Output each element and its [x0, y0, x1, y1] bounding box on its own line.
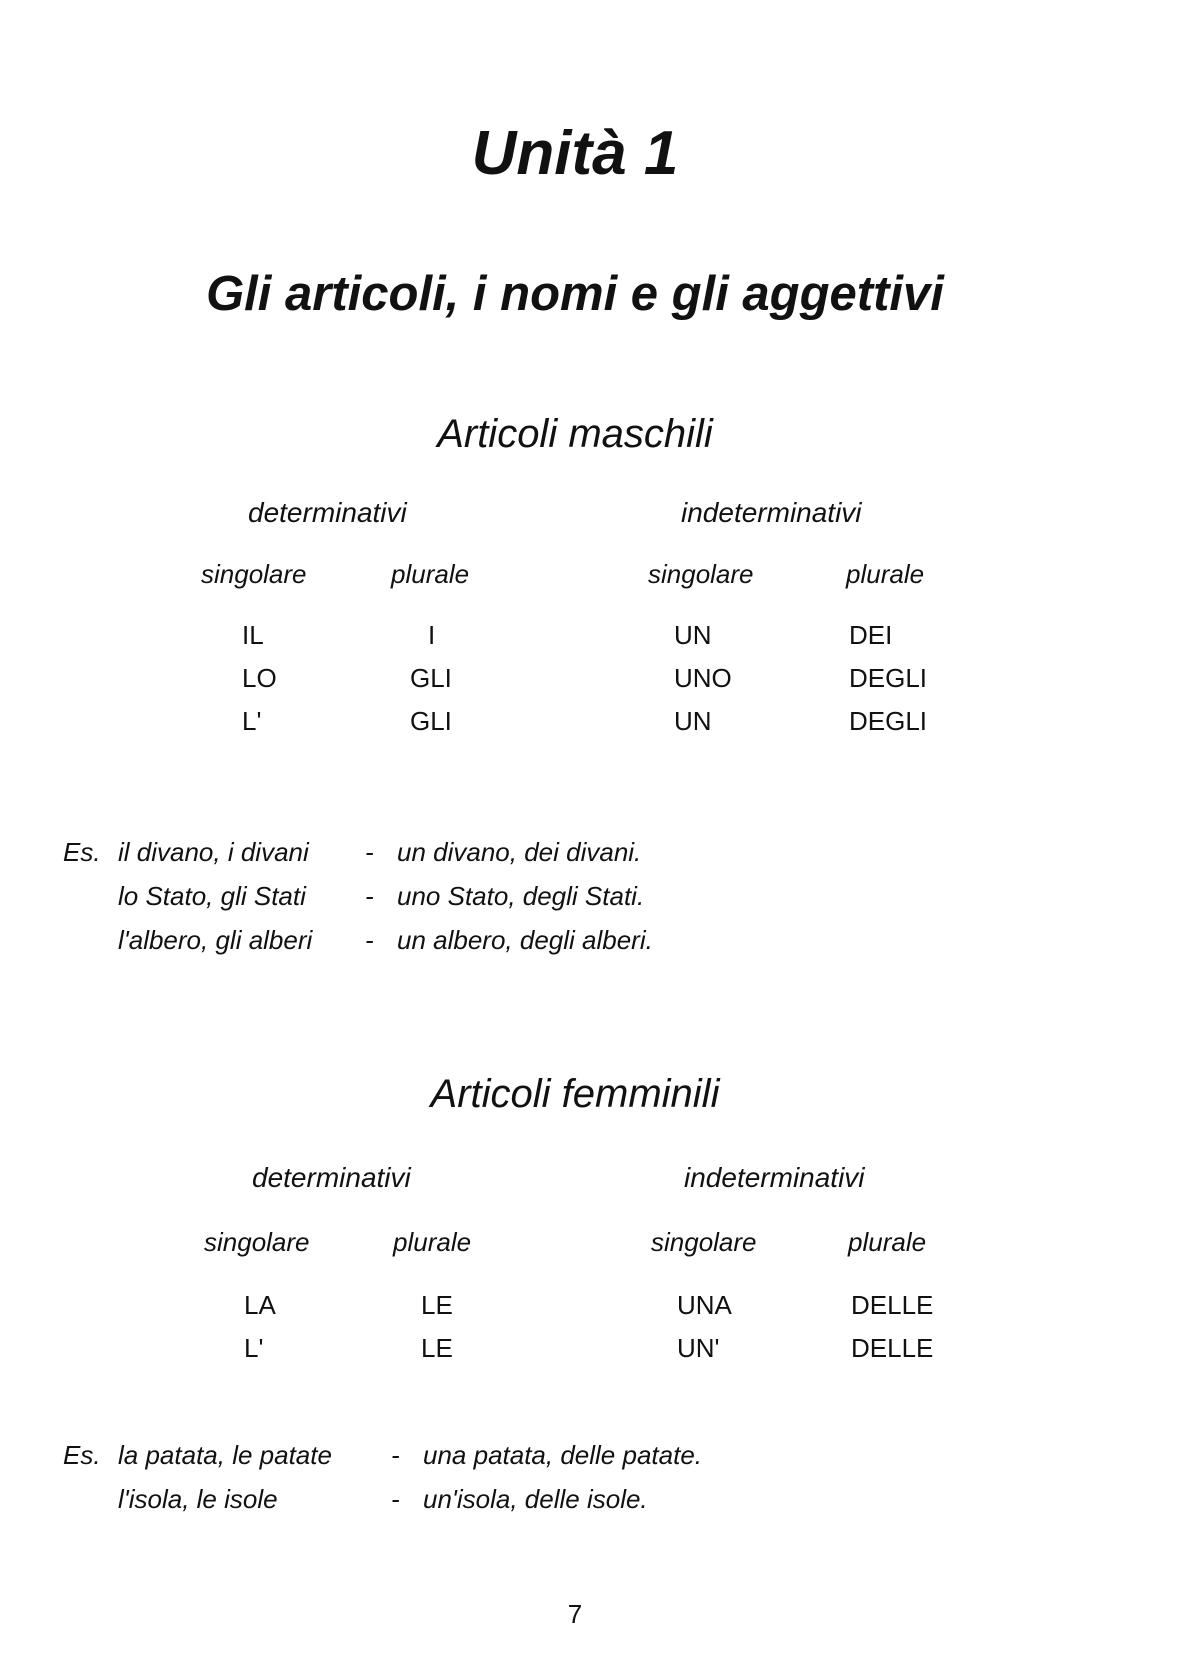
- masc-table-cell: UNO: [674, 663, 732, 693]
- fem-table-cell: LE: [421, 1333, 453, 1363]
- fem-table-cell: UNA: [677, 1290, 732, 1320]
- example-dash: -: [365, 881, 374, 911]
- masc-examples-label: Es.: [63, 837, 101, 867]
- fem-table-cell: LE: [421, 1290, 453, 1320]
- masc-col-det-singolare: singolare: [201, 559, 307, 589]
- section-title-feminine: Articoli femminili: [430, 1072, 720, 1116]
- masc-table-cell: UN: [674, 706, 712, 736]
- masc-table-cell: IL: [242, 620, 264, 650]
- page-number: 7: [567, 1599, 583, 1629]
- masc-table-cell: DEGLI: [849, 663, 928, 693]
- fem-table-cell: UN': [677, 1333, 720, 1363]
- example-left: il divano, i divani: [118, 837, 309, 867]
- example-left: la patata, le patate: [118, 1440, 332, 1470]
- masc-table-cell: GLI: [410, 663, 452, 693]
- fem-determinativi-heading: determinativi: [252, 1162, 411, 1193]
- masc-table-cell: DEI: [849, 620, 893, 650]
- example-right: uno Stato, degli Stati.: [397, 881, 645, 911]
- masc-determinativi-heading: determinativi: [248, 497, 407, 528]
- fem-table-cell: DELLE: [851, 1290, 934, 1320]
- example-right: una patata, delle patate.: [423, 1440, 703, 1470]
- fem-col-det-plurale: plurale: [393, 1227, 472, 1257]
- fem-col-det-singolare: singolare: [204, 1227, 310, 1257]
- fem-table-cell: LA: [244, 1290, 276, 1320]
- example-dash: -: [365, 925, 374, 955]
- example-right: un albero, degli alberi.: [397, 925, 653, 955]
- fem-examples-label: Es.: [63, 1440, 101, 1470]
- example-dash: -: [391, 1484, 400, 1514]
- example-left: l'isola, le isole: [118, 1484, 278, 1514]
- masc-table-cell: L': [242, 706, 262, 736]
- fem-indeterminativi-heading: indeterminativi: [684, 1162, 865, 1193]
- page-title: Gli articoli, i nomi e gli aggettivi: [206, 267, 944, 321]
- example-left: lo Stato, gli Stati: [118, 881, 306, 911]
- fem-table-cell: L': [244, 1333, 264, 1363]
- example-right: un divano, dei divani.: [397, 837, 642, 867]
- masc-col-indet-plurale: plurale: [846, 559, 925, 589]
- masc-table-cell: DEGLI: [849, 706, 928, 736]
- masc-table-cell: GLI: [410, 706, 452, 736]
- section-title-masculine: Articoli maschili: [437, 412, 713, 456]
- masc-table-cell: LO: [242, 663, 277, 693]
- example-left: l'albero, gli alberi: [118, 925, 313, 955]
- fem-col-indet-plurale: plurale: [848, 1227, 927, 1257]
- masc-col-indet-singolare: singolare: [648, 559, 754, 589]
- example-dash: -: [365, 837, 374, 867]
- masc-indeterminativi-heading: indeterminativi: [681, 497, 862, 528]
- masc-table-cell: UN: [674, 620, 712, 650]
- masc-table-cell: I: [428, 620, 436, 650]
- masc-col-det-plurale: plurale: [391, 559, 470, 589]
- fem-table-cell: DELLE: [851, 1333, 934, 1363]
- example-right: un'isola, delle isole.: [423, 1484, 648, 1514]
- fem-col-indet-singolare: singolare: [651, 1227, 757, 1257]
- example-dash: -: [391, 1440, 400, 1470]
- unit-title: Unità 1: [471, 119, 679, 188]
